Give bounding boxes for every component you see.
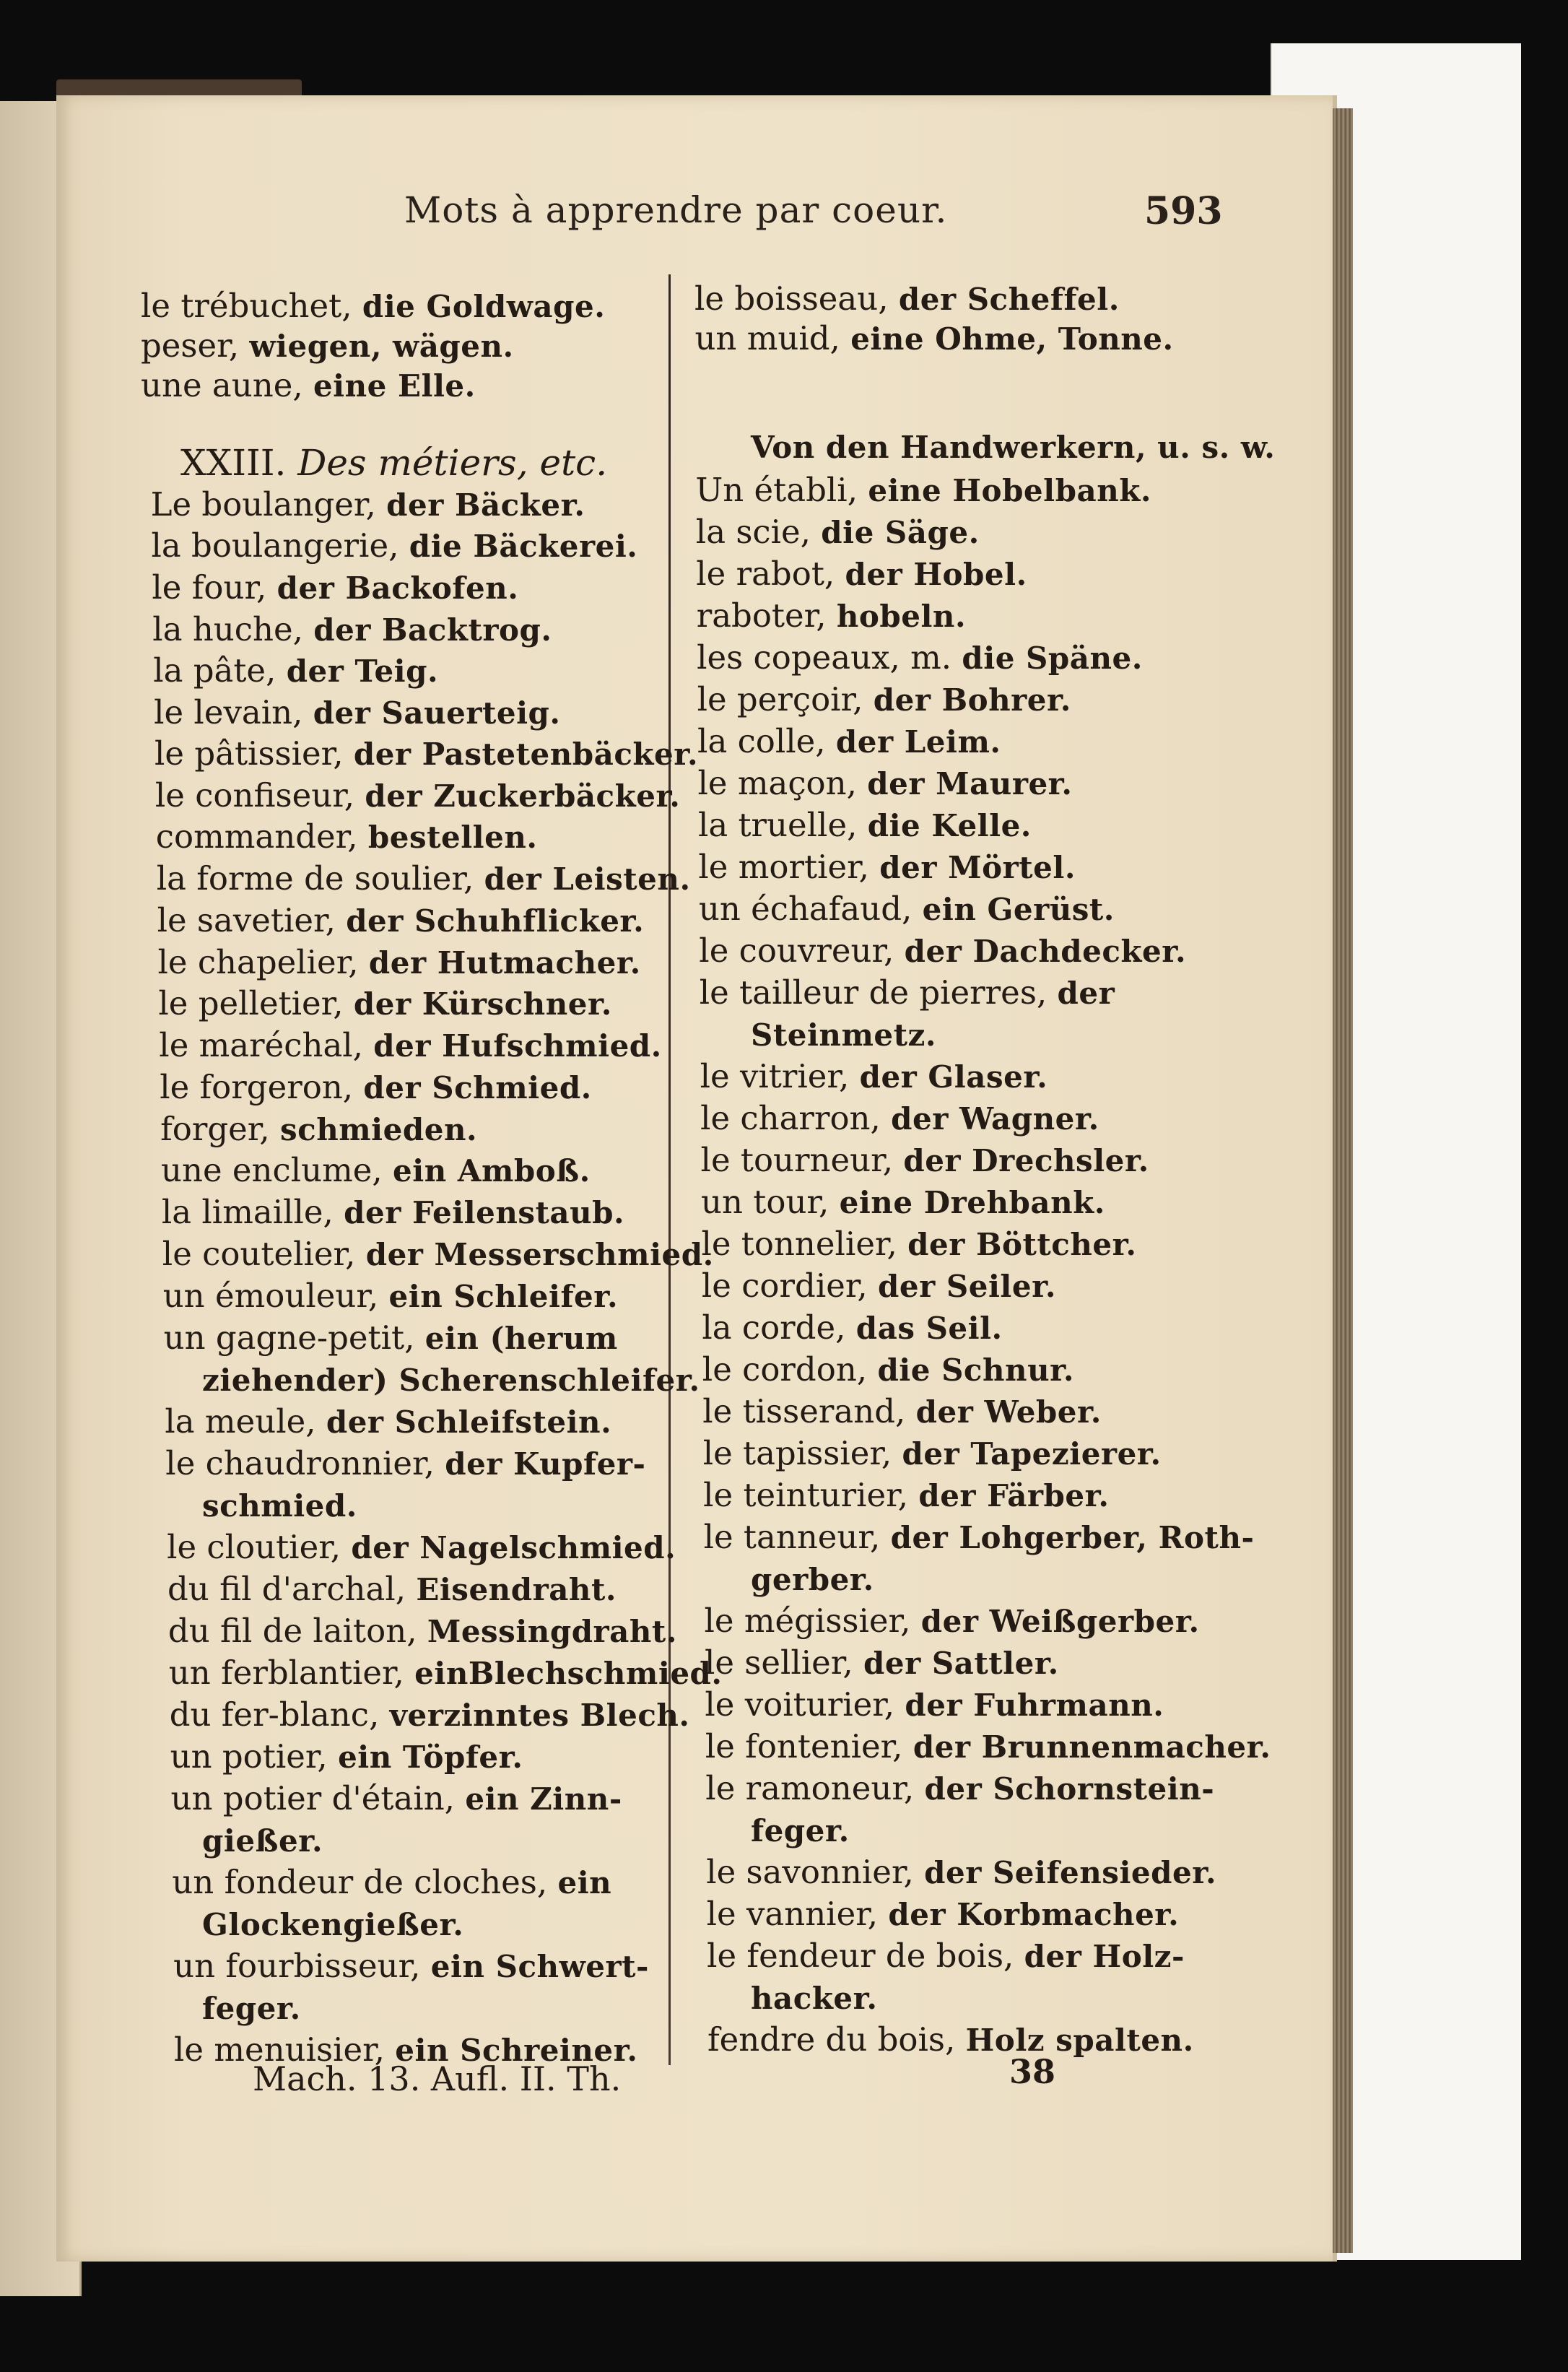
german-term: der Sattler. — [863, 1646, 1059, 1681]
german-term: Von den Handwerkern, u. s. w. — [751, 430, 1276, 465]
german-term: der Weißgerber. — [920, 1604, 1200, 1639]
german-term: der Lohgerber, Roth- — [890, 1520, 1255, 1555]
entry-line — [700, 1056, 1048, 1098]
french-term: la colle, — [697, 722, 826, 760]
entry-line — [697, 595, 966, 638]
german-term: der Feilenstaub. — [344, 1195, 625, 1230]
german-term: der Brunnenmacher. — [913, 1729, 1271, 1765]
entry-line — [163, 1275, 618, 1318]
entry-line — [696, 511, 980, 554]
german-term: der Seifensieder. — [924, 1855, 1217, 1890]
entry-line — [701, 1181, 1105, 1224]
german-term: der Schmied. — [363, 1070, 592, 1105]
entry-line — [751, 1558, 874, 1601]
german-term: feger. — [751, 1813, 850, 1848]
french-term: le charron, — [700, 1099, 881, 1137]
entry-line — [697, 679, 1071, 721]
entry-line — [701, 1139, 1149, 1182]
french-term: la boulangerie, — [151, 526, 399, 565]
entry-line — [156, 816, 538, 859]
german-term: der Sauerteig. — [313, 695, 561, 731]
french-term: XXIII. — [180, 442, 287, 484]
french-term: le cloutier, — [167, 1528, 341, 1566]
german-term: der Schleifstein. — [326, 1404, 612, 1440]
entry-line — [202, 1485, 357, 1527]
entry-line — [707, 2019, 1194, 2062]
french-term: le ramoneur, — [705, 1769, 915, 1807]
german-term: gießer. — [202, 1823, 323, 1859]
german-term: die Goldwage. — [362, 289, 606, 324]
entry-line — [160, 1066, 592, 1109]
german-term: das Seil. — [855, 1311, 1003, 1346]
french-term: le savonnier, — [706, 1853, 914, 1891]
french-term: Un établi, — [695, 471, 858, 509]
french-term: du fil d'archal, — [167, 1570, 406, 1608]
german-term: Glockengießer. — [202, 1907, 464, 1942]
entry-line — [696, 553, 1027, 596]
german-term: eine Ohme, Tonne. — [850, 321, 1174, 357]
french-term: un gagne-petit, — [163, 1318, 415, 1357]
entry-line — [698, 763, 1073, 805]
entry-line — [699, 930, 1186, 973]
german-term: der Wagner. — [891, 1101, 1099, 1137]
german-term: der Holz- — [1024, 1939, 1185, 1974]
entry-line — [702, 1391, 1102, 1433]
entry-line — [170, 1694, 690, 1737]
entry-line — [161, 1150, 591, 1192]
french-term: la corde, — [702, 1308, 846, 1347]
entry-line — [202, 1903, 463, 1946]
entry-line — [141, 365, 476, 407]
french-term: le pelletier, — [158, 984, 344, 1022]
entry-line — [158, 942, 641, 984]
french-term: la truelle, — [697, 806, 858, 844]
french-term: le cordon, — [702, 1350, 868, 1389]
entry-line — [141, 285, 605, 328]
french-term: le tonnelier, — [701, 1225, 897, 1263]
entry-line — [705, 1684, 1164, 1726]
entry-line — [751, 1977, 878, 2020]
french-term: le sellier, — [704, 1643, 853, 1682]
german-term: der Maurer. — [867, 766, 1073, 801]
french-term: forger, — [160, 1110, 270, 1148]
french-term: la scie, — [695, 513, 811, 551]
entry-line — [157, 900, 645, 942]
french-term: le cordier, — [701, 1267, 868, 1305]
sheet-number: 38 — [1009, 2052, 1056, 2091]
german-term: der Böttcher. — [907, 1227, 1137, 1262]
entry-line — [695, 469, 1151, 512]
german-term: der Leisten. — [484, 861, 691, 897]
french-term: une aune, — [141, 366, 303, 404]
german-term: einBlechschmied. — [414, 1656, 723, 1691]
german-term: Des métiers, etc. — [297, 442, 608, 484]
german-term: feger. — [202, 1991, 301, 2026]
french-term: le fontenier, — [705, 1727, 903, 1765]
entry-line — [697, 721, 1001, 763]
french-term: le chapelier, — [157, 943, 359, 981]
german-term: ein (herum — [424, 1321, 618, 1356]
german-term: Eisendraht. — [416, 1572, 617, 1607]
french-term: le tanneur, — [703, 1518, 881, 1556]
entry-line — [705, 1768, 1214, 1810]
entry-line — [172, 1861, 611, 1904]
german-term: ein Amboß. — [393, 1153, 591, 1189]
french-term: le menuisier, — [174, 2030, 385, 2069]
german-term: ein — [557, 1865, 612, 1900]
french-term: le forgeron, — [160, 1068, 354, 1106]
french-term: du fil de laiton, — [167, 1612, 417, 1650]
german-term: der Tapezierer. — [902, 1436, 1162, 1472]
french-term: le fendeur de bois, — [707, 1937, 1014, 1975]
french-term: la meule, — [165, 1402, 316, 1441]
french-term: un potier d'étain, — [170, 1779, 455, 1817]
page-number: 593 — [1144, 189, 1223, 233]
german-term: der Kürschner. — [353, 986, 612, 1022]
german-term: der — [1057, 976, 1115, 1011]
french-term: le levain, — [154, 693, 303, 731]
german-term: bestellen. — [367, 820, 538, 855]
german-term: der Nagelschmied. — [351, 1530, 676, 1565]
entry-line — [152, 525, 638, 568]
french-term: le teinturier, — [703, 1476, 909, 1514]
french-term: le savetier, — [157, 901, 336, 939]
french-term: le vannier, — [706, 1895, 879, 1933]
german-term: der Messerschmied. — [365, 1237, 714, 1272]
french-term: le confiseur, — [154, 776, 355, 814]
french-term: le pâtissier, — [154, 734, 344, 773]
entry-line — [170, 1736, 523, 1778]
french-term: le tailleur de pierres, — [699, 973, 1047, 1012]
german-term: der Mörtel. — [879, 850, 1076, 885]
french-term: le tourneur, — [700, 1141, 894, 1179]
german-term: schmieden. — [279, 1112, 478, 1147]
german-term: ein Gerüst. — [922, 892, 1115, 927]
german-term: ein Schwert- — [430, 1949, 649, 1984]
german-term: hacker. — [751, 1981, 878, 2016]
french-term: un potier, — [170, 1737, 328, 1776]
french-term: commander, — [155, 817, 358, 856]
german-term: der Zuckerbäcker. — [365, 778, 681, 814]
german-term: ein Schleifer. — [388, 1279, 619, 1314]
french-term: le maréchal, — [159, 1026, 363, 1064]
french-term: un muid, — [694, 319, 840, 357]
entry-line — [751, 426, 1275, 469]
page-stack-edge — [1333, 108, 1353, 2253]
german-term: ein Schreiner. — [395, 2033, 638, 2068]
entry-line — [154, 692, 560, 734]
entry-line — [167, 1568, 617, 1611]
entry-line — [202, 1987, 301, 2030]
entry-line — [697, 637, 1143, 679]
entry-line — [703, 1474, 1109, 1517]
entry-line — [152, 609, 552, 651]
entry-line — [706, 1851, 1216, 1894]
entry-line — [160, 1108, 477, 1151]
french-term: le rabot, — [696, 555, 835, 593]
entry-line — [751, 1810, 850, 1852]
german-term: der Seiler. — [878, 1269, 1056, 1304]
german-term: der Hufschmied. — [373, 1028, 662, 1064]
french-term: un tour, — [701, 1183, 829, 1221]
french-term: le tisserand, — [702, 1392, 906, 1430]
entry-line — [141, 325, 514, 368]
french-term: le vitrier, — [700, 1057, 850, 1095]
entry-line — [694, 318, 1173, 360]
entry-line — [168, 1610, 677, 1653]
german-term: die Schnur. — [877, 1352, 1075, 1388]
entry-line — [162, 1191, 624, 1234]
french-term: un émouleur, — [162, 1277, 379, 1315]
french-term: le coutelier, — [162, 1235, 356, 1273]
french-term: la pâte, — [153, 651, 276, 690]
entry-line — [158, 983, 611, 1025]
german-term: der Bäcker. — [386, 487, 585, 523]
french-term: un échafaud, — [698, 890, 913, 928]
entry-line — [699, 888, 1115, 931]
german-term: der Färber. — [918, 1478, 1110, 1513]
german-term: der Backtrog. — [313, 612, 552, 648]
german-term: ein Zinn- — [465, 1781, 622, 1817]
german-term: wiegen, wägen. — [249, 329, 514, 364]
entry-line — [159, 1025, 662, 1067]
entry-line — [152, 567, 518, 609]
entry-line — [700, 1098, 1099, 1140]
german-term: der Teig. — [286, 653, 439, 689]
entry-line — [202, 1359, 700, 1402]
french-term: un fondeur de cloches, — [172, 1863, 548, 1901]
french-term: une enclume, — [161, 1151, 383, 1189]
entry-line — [701, 1223, 1136, 1266]
german-term: der Drechsler. — [903, 1143, 1149, 1178]
german-term: ein Töpfer. — [338, 1739, 523, 1775]
entry-line — [165, 1443, 645, 1485]
entry-line — [171, 1778, 622, 1820]
german-term: der Glaser. — [859, 1059, 1048, 1095]
french-term: le tapissier, — [702, 1434, 892, 1472]
german-term: der Korbmacher. — [888, 1897, 1180, 1932]
german-term: der Bohrer. — [873, 682, 1071, 718]
german-term: die Kelle. — [867, 808, 1032, 843]
german-term: der Weber. — [915, 1394, 1102, 1430]
entry-line — [704, 1516, 1255, 1559]
french-term: les copeaux, m. — [697, 638, 952, 677]
entry-line — [167, 1526, 676, 1569]
entry-line — [151, 484, 585, 526]
german-term: ziehender) Scherenschleifer. — [202, 1363, 700, 1398]
entry-line — [173, 1945, 649, 1988]
entry-line — [698, 804, 1032, 847]
german-term: der Dachdecker. — [904, 934, 1187, 969]
entry-line — [154, 733, 698, 776]
entry-line — [694, 278, 1120, 321]
french-term: le mégissier, — [704, 1602, 911, 1640]
german-term: hobeln. — [836, 599, 967, 634]
french-term: Le boulanger, — [150, 485, 376, 524]
printer-signature: Mach. 13. Aufl. II. Th. — [253, 2059, 622, 2098]
french-term: un fourbisseur, — [173, 1947, 421, 1985]
running-title: Mots à apprendre par coeur. — [404, 189, 948, 231]
german-term: der Scheffel. — [898, 282, 1120, 317]
entry-line — [162, 1233, 714, 1276]
french-term: la huche, — [152, 610, 303, 648]
french-term: le maçon, — [697, 764, 857, 802]
entry-line — [703, 1433, 1162, 1475]
german-term: Steinmetz. — [751, 1017, 936, 1053]
entry-line — [702, 1349, 1074, 1391]
entry-line — [707, 1893, 1180, 1936]
german-term: Messingdraht. — [427, 1614, 677, 1649]
german-term: der Hobel. — [845, 557, 1027, 592]
french-term: le trébuchet, — [141, 287, 352, 325]
entry-line — [202, 1820, 323, 1862]
german-term: der Hutmacher. — [368, 945, 641, 981]
french-term: raboter, — [696, 596, 827, 635]
french-term: le voiturier, — [705, 1685, 895, 1724]
german-term: eine Drehbank. — [839, 1185, 1105, 1220]
entry-line — [702, 1307, 1002, 1350]
french-term: le four, — [152, 568, 267, 607]
german-term: die Späne. — [962, 640, 1143, 676]
french-term: la limaille, — [161, 1193, 334, 1231]
german-term: Holz spalten. — [965, 2023, 1194, 2058]
german-term: eine Hobelbank. — [868, 473, 1151, 508]
german-term: der Kupfer- — [445, 1446, 646, 1482]
french-term: le boisseau, — [694, 279, 889, 318]
entry-line — [157, 858, 691, 900]
entry-line — [180, 442, 607, 484]
entry-line — [698, 846, 1076, 889]
french-term: le couvreur, — [699, 931, 894, 970]
german-term: der Leim. — [835, 724, 1001, 760]
french-term: le chaudronnier, — [165, 1444, 435, 1482]
french-term: la forme de soulier, — [156, 859, 474, 898]
entry-line — [164, 1317, 618, 1360]
entry-line — [153, 650, 438, 692]
german-term: der Schornstein- — [924, 1771, 1215, 1807]
french-term: le perçoir, — [697, 680, 863, 718]
german-term: die Bäckerei. — [409, 529, 638, 564]
french-term: fendre du bois, — [707, 2020, 956, 2059]
german-term: der Fuhrmann. — [905, 1687, 1164, 1723]
entry-line — [165, 1401, 611, 1443]
entry-line — [705, 1726, 1271, 1768]
german-term: die Säge. — [821, 515, 980, 550]
entry-line — [155, 775, 680, 817]
french-term: le mortier, — [698, 848, 869, 886]
german-term: schmied. — [202, 1488, 357, 1524]
german-term: der Backofen. — [276, 570, 519, 606]
entry-line — [707, 1935, 1185, 1978]
column-divider — [668, 274, 671, 2065]
entry-line — [705, 1642, 1059, 1685]
german-term: der Schuhflicker. — [346, 903, 645, 939]
german-term: verzinntes Blech. — [389, 1698, 690, 1733]
french-term: du fer-blanc, — [169, 1695, 380, 1734]
french-term: peser, — [141, 326, 240, 365]
entry-line — [702, 1265, 1056, 1308]
entry-line — [751, 1014, 936, 1056]
entry-line — [169, 1652, 723, 1695]
entry-line — [705, 1600, 1200, 1643]
entry-line — [700, 972, 1115, 1015]
german-term: gerber. — [751, 1562, 874, 1597]
german-term: der Pastetenbäcker. — [353, 737, 699, 772]
german-term: eine Elle. — [313, 368, 476, 404]
french-term: un ferblantier, — [168, 1654, 404, 1692]
